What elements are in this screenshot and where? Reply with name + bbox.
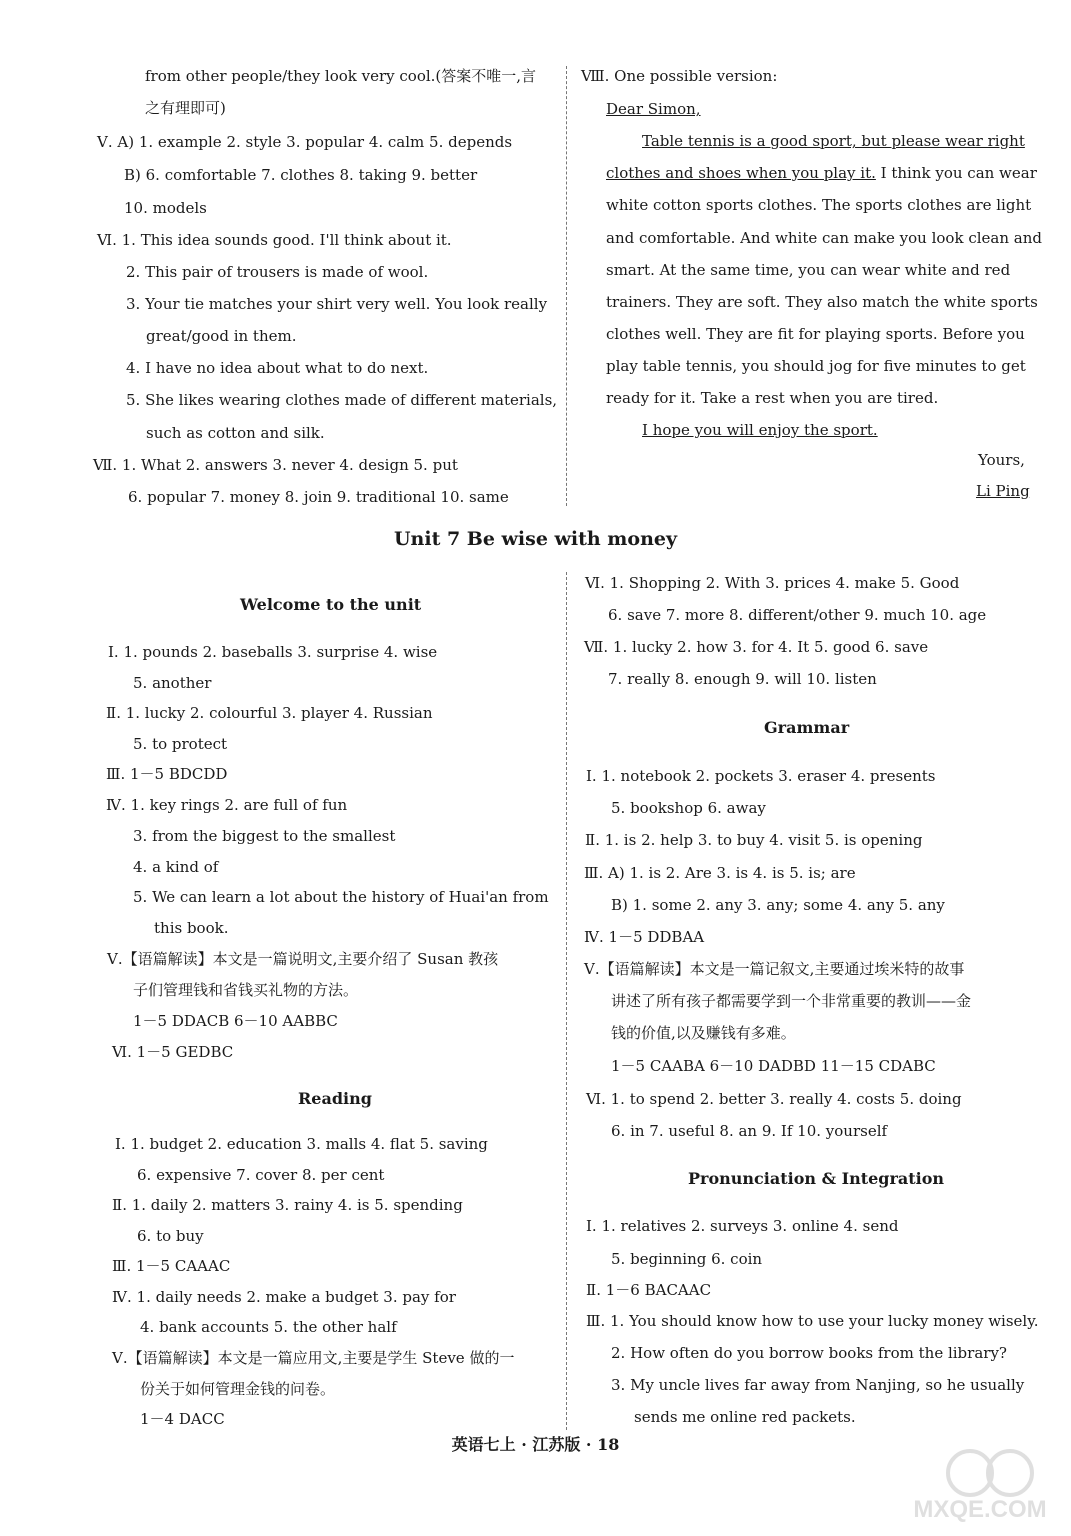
letter-line: clothes well. They are fit for playing sports. Before you <box>606 325 1025 343</box>
letter-text: I think you can wear <box>875 164 1037 182</box>
letter-line: trainers. They are soft. They also match the white sports <box>606 293 1038 311</box>
text-line: sends me online red packets. <box>634 1408 856 1426</box>
text-line: Ⅶ. 1. What 2. answers 3. never 4. design 5. put <box>93 456 458 474</box>
text-line: 1－5 CAABA 6－10 DADBD 11－15 CDABC <box>611 1057 936 1075</box>
text-line: Ⅴ. A) 1. example 2. style 3. popular 4. calm 5. depends <box>97 133 513 151</box>
text-line: 1－4 DACC <box>140 1410 225 1428</box>
text-line: 3. My uncle lives far away from Nanjing, so he usually <box>611 1376 1025 1394</box>
text-line: Ⅵ. 1. Shopping 2. With 3. prices 4. make 5. Good <box>585 574 960 592</box>
text-line: Ⅲ. 1. You should know how to use your lucky money wisely. <box>586 1312 1039 1330</box>
text-line: 3. from the biggest to the smallest <box>133 827 396 845</box>
section-heading-pronunciation: Pronunciation & Integration <box>688 1169 945 1188</box>
text-line: 7. really 8. enough 9. will 10. listen <box>608 670 877 688</box>
text-line: Ⅷ. One possible version: <box>581 67 778 85</box>
text-line: 6. to buy <box>137 1227 204 1245</box>
text-line: 6. save 7. more 8. different/other 9. much 10. age <box>608 606 987 624</box>
watermark-logo <box>900 1445 1060 1525</box>
text-line: 之有理即可) <box>145 99 226 117</box>
text-line: 10. models <box>124 199 207 217</box>
letter-line: Table tennis is a good sport, but please wear right <box>642 132 1025 150</box>
text-line: Ⅰ. 1. pounds 2. baseballs 3. surprise 4. wise <box>108 643 438 661</box>
text-line: 5. to protect <box>133 735 228 753</box>
text-line: Ⅰ. 1. notebook 2. pockets 3. eraser 4. presents <box>586 767 936 785</box>
text-line: 2. This pair of trousers is made of wool. <box>126 263 429 281</box>
text-line: B) 1. some 2. any 3. any; some 4. any 5. any <box>611 896 945 914</box>
text-line: 4. I have no idea about what to do next. <box>126 359 429 377</box>
text-line: 6. in 7. useful 8. an 9. If 10. yourself <box>611 1122 888 1140</box>
page-footer: 英语七上 · 江苏版 · 18 <box>451 1435 620 1454</box>
text-line: Ⅵ. 1. This idea sounds good. I'll think about it. <box>97 231 452 249</box>
unit-title: Unit 7 Be wise with money <box>393 528 678 550</box>
letter-line: and comfortable. And white can make you look clean and <box>606 229 1042 247</box>
text-line: Ⅱ. 1. is 2. help 3. to buy 4. visit 5. is opening <box>585 831 923 849</box>
text-line: Ⅳ. 1. key rings 2. are full of fun <box>106 796 348 814</box>
letter-line: smart. At the same time, you can wear white and red <box>606 261 1011 279</box>
text-line: great/good in them. <box>146 327 297 345</box>
text-line: Ⅱ. 1－6 BACAAC <box>586 1281 712 1299</box>
letter-closing: Yours, <box>978 451 1025 469</box>
letter-line: white cotton sports clothes. The sports clothes are light <box>606 196 1032 214</box>
text-line: Ⅳ. 1. daily needs 2. make a budget 3. pay for <box>112 1288 456 1306</box>
text-line: 5. We can learn a lot about the history of Huai'an from <box>133 888 549 906</box>
text-line: such as cotton and silk. <box>146 424 325 442</box>
text-line: Ⅰ. 1. relatives 2. surveys 3. online 4. send <box>586 1217 899 1235</box>
section-heading-reading: Reading <box>298 1089 372 1108</box>
text-line: 份关于如何管理金钱的问卷。 <box>140 1380 336 1398</box>
letter-greeting: Dear Simon, <box>606 100 701 118</box>
text-line: Ⅲ. 1－5 BDCDD <box>106 765 228 783</box>
letter-underlined-text: clothes and shoes when you play it. <box>606 164 876 182</box>
letter-line <box>606 163 1037 183</box>
text-line: Ⅵ. 1. to spend 2. better 3. really 4. costs 5. doing <box>586 1090 962 1108</box>
text-line: 2. How often do you borrow books from the library? <box>611 1344 1007 1362</box>
section-heading-welcome: Welcome to the unit <box>240 595 422 614</box>
text-line: Ⅵ. 1－5 GEDBC <box>112 1043 234 1061</box>
text-line: 子们管理钱和省钱买礼物的方法。 <box>133 981 359 999</box>
column-divider <box>566 66 567 506</box>
letter-line: I hope you will enjoy the sport. <box>642 421 878 439</box>
text-line: from other people/they look very cool.(答案不唯一,言 <box>145 67 537 85</box>
text-line: Ⅰ. 1. budget 2. education 3. malls 4. flat 5. saving <box>115 1135 488 1153</box>
text-line: 6. popular 7. money 8. join 9. traditional 10. same <box>128 488 509 506</box>
column-divider <box>566 572 567 1430</box>
text-line: 讲述了所有孩子都需要学到一个非常重要的教训——金 <box>611 992 972 1010</box>
section-heading-grammar: Grammar <box>764 718 850 737</box>
text-line: Ⅴ.【语篇解读】本文是一篇应用文,主要是学生 Steve 做的一 <box>112 1349 515 1367</box>
text-line: Ⅱ. 1. lucky 2. colourful 3. player 4. Russian <box>106 704 433 722</box>
text-line: this book. <box>154 919 229 937</box>
text-line: Ⅴ.【语篇解读】本文是一篇记叙文,主要通过埃米特的故事 <box>584 960 965 978</box>
text-line: Ⅱ. 1. daily 2. matters 3. rainy 4. is 5. spending <box>112 1196 463 1214</box>
text-line: Ⅴ.【语篇解读】本文是一篇说明文,主要介绍了 Susan 教孩 <box>107 950 499 968</box>
text-line: 3. Your tie matches your shirt very well. You look really <box>126 295 548 313</box>
text-line: 4. bank accounts 5. the other half <box>140 1318 397 1336</box>
letter-line: play table tennis, you should jog for five minutes to get <box>606 357 1026 375</box>
text-line: 5. beginning 6. coin <box>611 1250 763 1268</box>
text-line: B) 6. comfortable 7. clothes 8. taking 9. better <box>124 166 478 184</box>
letter-signature: Li Ping <box>976 482 1030 500</box>
text-line: Ⅳ. 1－5 DDBAA <box>584 928 705 946</box>
text-line: 5. She likes wearing clothes made of different materials, <box>126 391 558 409</box>
text-line: 钱的价值,以及赚钱有多难。 <box>611 1024 796 1042</box>
text-line: Ⅲ. 1－5 CAAAC <box>112 1257 231 1275</box>
text-line: 4. a kind of <box>133 858 219 876</box>
letter-line: ready for it. Take a rest when you are tired. <box>606 389 939 407</box>
text-line: 1－5 DDACB 6－10 AABBC <box>133 1012 338 1030</box>
watermark-text: MXQE.COM <box>913 1496 1047 1523</box>
text-line: Ⅲ. A) 1. is 2. Are 3. is 4. is 5. is; are <box>584 864 856 882</box>
text-line: 5. another <box>133 674 212 692</box>
text-line: 5. bookshop 6. away <box>611 799 766 817</box>
text-line: Ⅶ. 1. lucky 2. how 3. for 4. It 5. good 6. save <box>584 638 929 656</box>
text-line: 6. expensive 7. cover 8. per cent <box>137 1166 385 1184</box>
